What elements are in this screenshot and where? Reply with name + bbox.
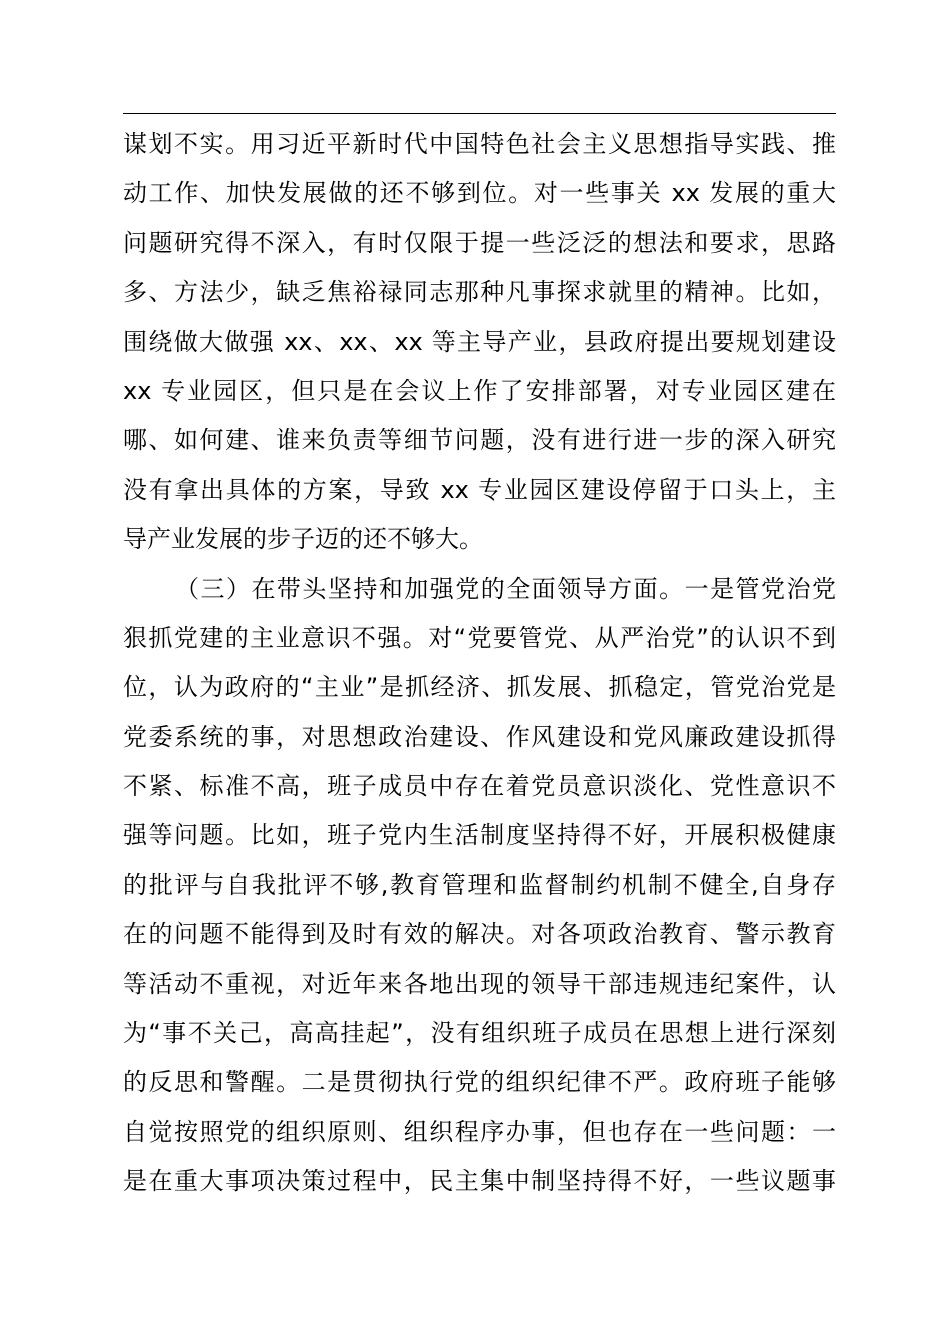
paragraph-2 <box>123 565 843 1207</box>
text-line: 等活动不重视，对近年来各地出现的领导干部违规违纪案件，认 <box>123 969 836 998</box>
text-line: 多、方法少，缺乏焦裕禄同志那种凡事探求就里的精神。比如， <box>123 278 836 307</box>
text-line: 党委系统的事，对思想政治建设、作风建设和党风廉政建设抓得 <box>123 722 836 751</box>
document-body <box>123 120 843 1207</box>
text-line: 围绕做大做强 xx、xx、xx 等主导产业，县政府提出要规划建设 <box>123 327 836 356</box>
header-rule <box>123 113 836 114</box>
section-heading-line: （三）在带头坚持和加强党的全面领导方面。一是管党治党 <box>175 574 836 603</box>
text-line: 是在重大事项决策过程中，民主集中制坚持得不好，一些议题事 <box>123 1167 836 1196</box>
text-line: 不紧、标准不高，班子成员中存在着党员意识淡化、党性意识不 <box>123 772 836 801</box>
text-line: xx 专业园区，但只是在会议上作了安排部署，对专业园区建在 <box>123 376 836 405</box>
text-line: 狠抓党建的主业意识不强。对“党要管党、从严治党”的认识不到 <box>123 623 836 652</box>
text-line: 在的问题不能得到及时有效的解决。对各项政治教育、警示教育 <box>123 920 836 949</box>
text-line: 为“事不关己，高高挂起”，没有组织班子成员在思想上进行深刻 <box>123 1019 836 1048</box>
text-line: 动工作、加快发展做的还不够到位。对一些事关 xx 发展的重大 <box>123 179 836 208</box>
text-line: 的批评与自我批评不够,教育管理和监督制约机制不健全,自身存 <box>123 870 836 899</box>
text-line: 没有拿出具体的方案，导致 xx 专业园区建设停留于口头上，主 <box>123 475 836 504</box>
text-line: 哪、如何建、谁来负责等细节问题，没有进行进一步的深入研究 <box>123 426 836 455</box>
text-line: 强等问题。比如，班子党内生活制度坚持得不好，开展积极健康 <box>123 821 836 850</box>
text-line: 自觉按照党的组织原则、组织程序办事，但也存在一些问题：一 <box>123 1117 836 1146</box>
text-line: 谋划不实。用习近平新时代中国特色社会主义思想指导实践、推 <box>123 130 836 158</box>
text-line: 的反思和警醒。二是贯彻执行党的组织纪律不严。政府班子能够 <box>123 1068 836 1097</box>
text-line: 导产业发展的步子迈的还不够大。 <box>123 525 483 554</box>
paragraph-1 <box>123 120 843 565</box>
text-line: 位，认为政府的“主业”是抓经济、抓发展、抓稳定，管党治党是 <box>123 673 836 702</box>
text-line: 问题研究得不深入，有时仅限于提一些泛泛的想法和要求，思路 <box>123 228 836 257</box>
